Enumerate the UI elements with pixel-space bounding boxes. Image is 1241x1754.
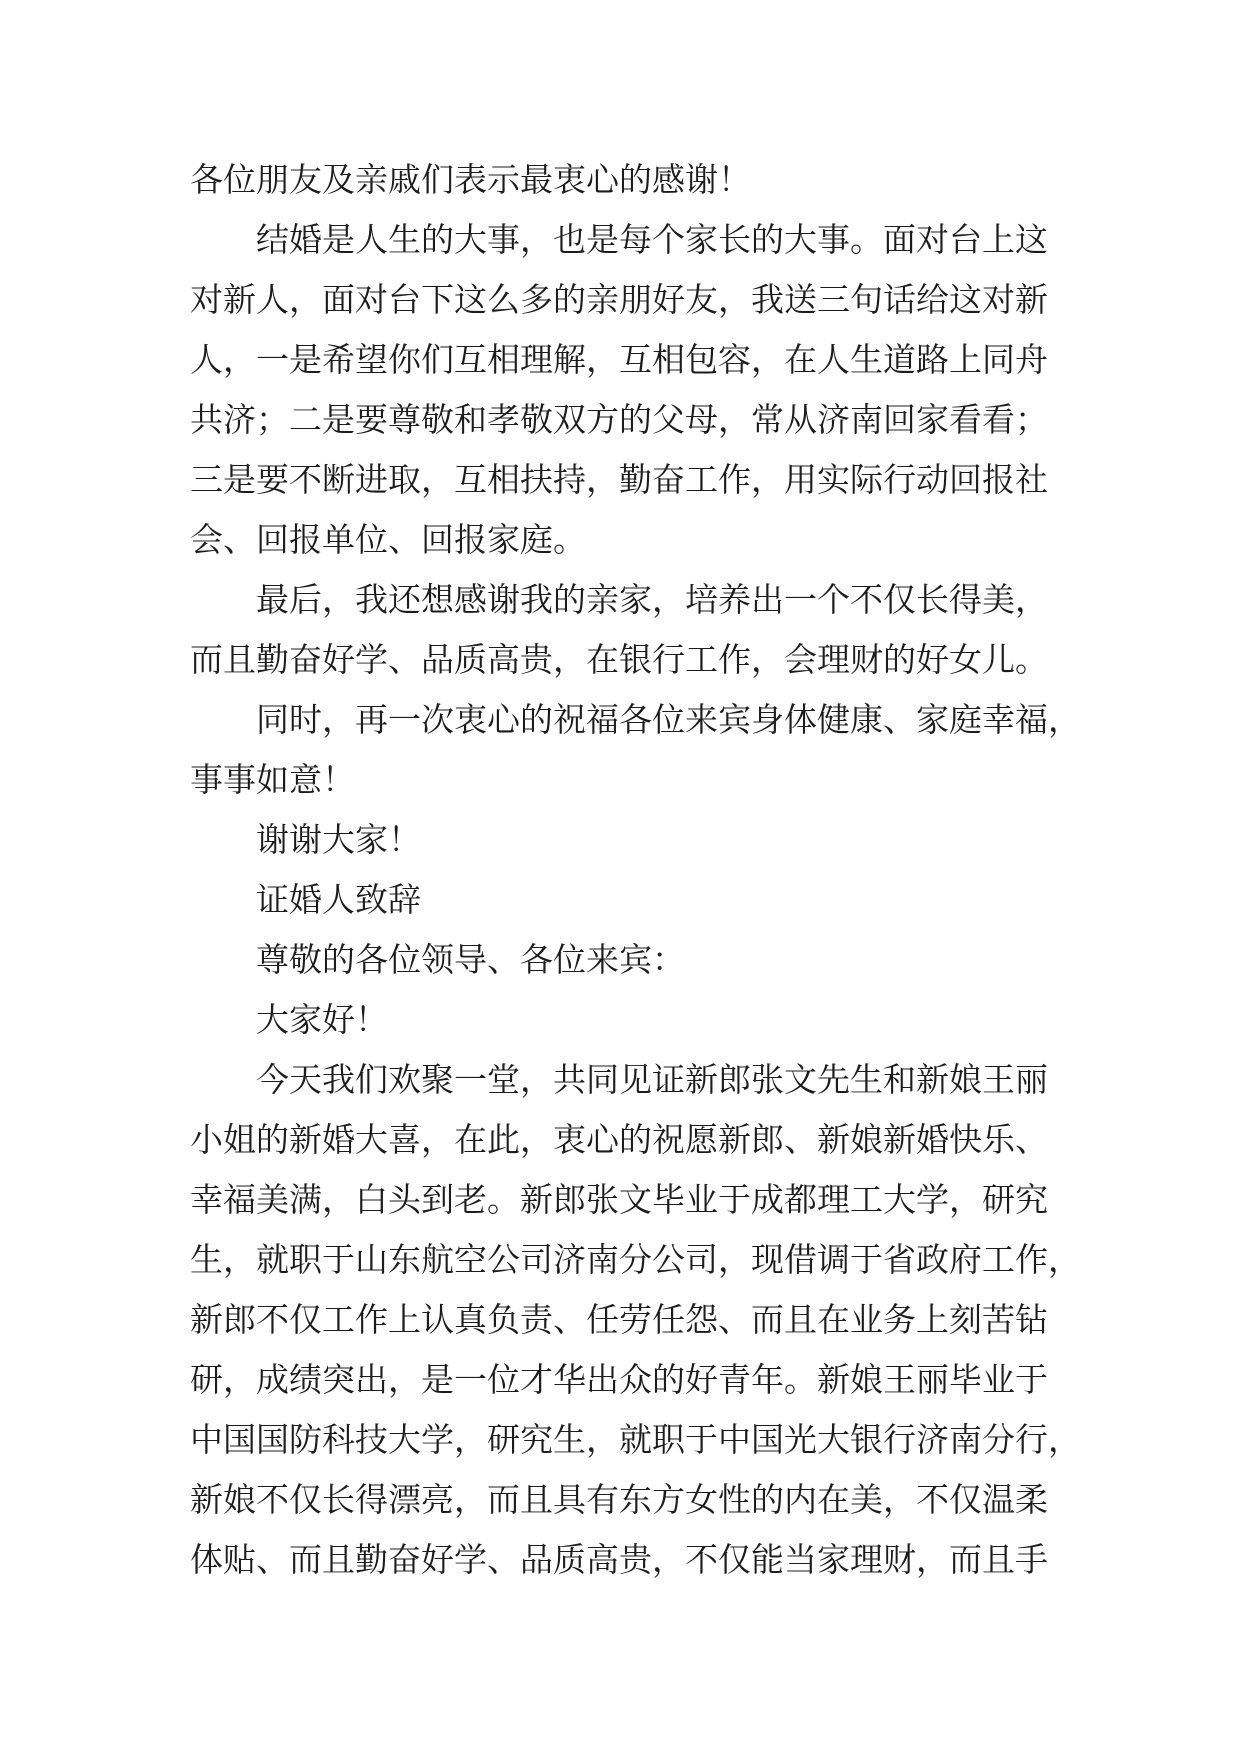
paragraph-line: 今天我们欢聚一堂，共同见证新郎张文先生和新娘王丽 — [256, 1060, 1048, 1099]
paragraph-line: 最后，我还想感谢我的亲家，培养出一个不仅长得美， — [256, 580, 1048, 619]
paragraph-line: 研，成绩突出，是一位才华出众的好青年。新娘王丽毕业于 — [190, 1360, 1048, 1399]
paragraph-line: 而且勤奋好学、品质高贵，在银行工作，会理财的好女儿。 — [190, 640, 1048, 679]
paragraph-line: 谢谢大家！ — [256, 820, 421, 859]
paragraph-line: 体贴、而且勤奋好学、品质高贵，不仅能当家理财，而且手 — [190, 1540, 1048, 1579]
greeting-line: 大家好！ — [256, 1000, 388, 1039]
paragraph-line: 小姐的新婚大喜，在此，衷心的祝愿新郎、新娘新婚快乐、 — [190, 1120, 1048, 1159]
paragraph-line: 三是要不断进取，互相扶持，勤奋工作，用实际行动回报社 — [190, 460, 1048, 499]
paragraph-line: 生，就职于山东航空公司济南分公司，现借调于省政府工作， — [190, 1240, 1081, 1279]
paragraph-line: 会、回报单位、回报家庭。 — [190, 520, 586, 559]
paragraph-line: 各位朋友及亲戚们表示最衷心的感谢！ — [190, 160, 751, 199]
paragraph-line: 中国国防科技大学，研究生，就职于中国光大银行济南分行， — [190, 1420, 1081, 1459]
paragraph-line: 人，一是希望你们互相理解，互相包容，在人生道路上同舟 — [190, 340, 1048, 379]
paragraph-line: 事事如意！ — [190, 760, 355, 799]
salutation-line: 尊敬的各位领导、各位来宾： — [256, 940, 685, 979]
paragraph-line: 共济；二是要尊敬和孝敬双方的父母，常从济南回家看看； — [190, 400, 1048, 439]
paragraph-line: 新郎不仅工作上认真负责、任劳任怨、而且在业务上刻苦钻 — [190, 1300, 1048, 1339]
paragraph-line: 幸福美满，白头到老。新郎张文毕业于成都理工大学，研究 — [190, 1180, 1048, 1219]
paragraph-line: 同时，再一次衷心的祝福各位来宾身体健康、家庭幸福， — [256, 700, 1081, 739]
section-heading: 证婚人致辞 — [256, 880, 421, 919]
paragraph-line: 结婚是人生的大事，也是每个家长的大事。面对台上这 — [256, 220, 1048, 259]
paragraph-line: 新娘不仅长得漂亮，而且具有东方女性的内在美，不仅温柔 — [190, 1480, 1048, 1519]
paragraph-line: 对新人，面对台下这么多的亲朋好友，我送三句话给这对新 — [190, 280, 1048, 319]
